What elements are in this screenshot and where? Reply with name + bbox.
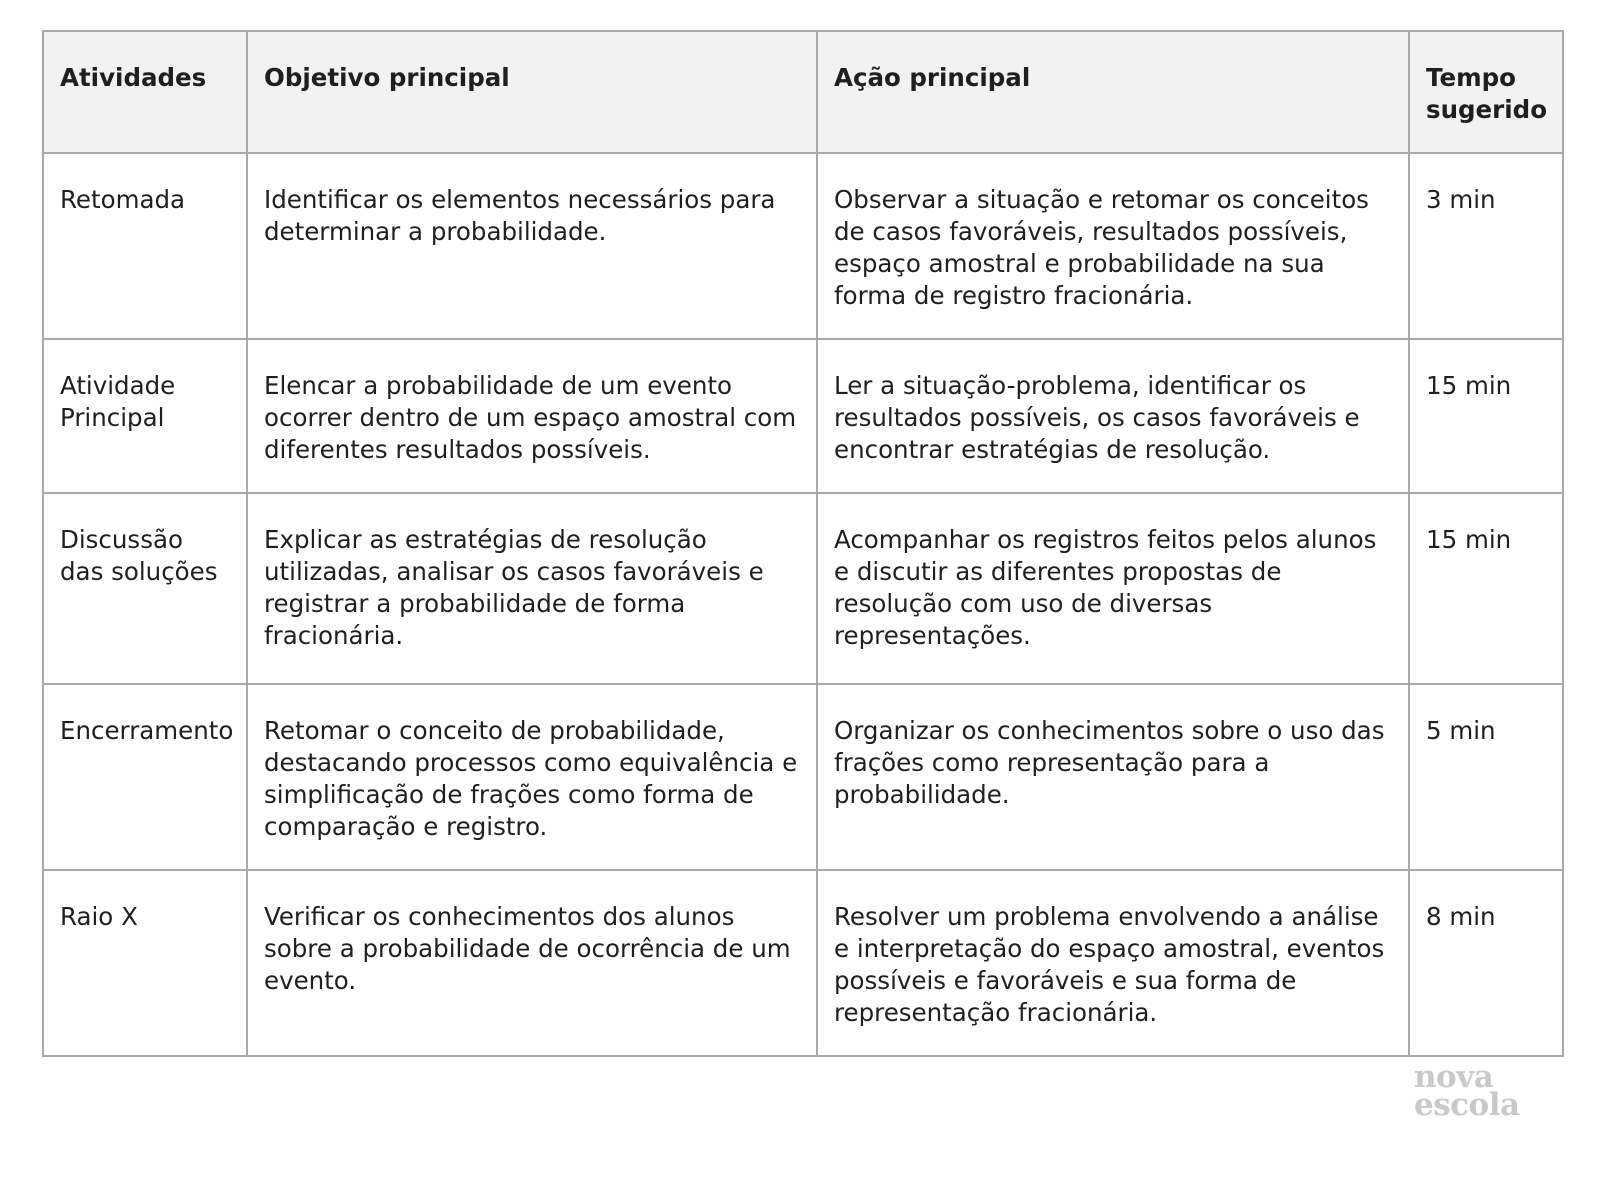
cell-tempo: 8 min bbox=[1409, 870, 1563, 1056]
cell-atividade: Encerramento bbox=[43, 684, 247, 870]
cell-acao: Observar a situação e retomar os conceitos de casos favoráveis, resultados possíveis, espaço amostral e probabilidade na sua forma de registro fracionária. bbox=[817, 153, 1409, 339]
table-body bbox=[43, 153, 1563, 1056]
cell-tempo: 15 min bbox=[1409, 493, 1563, 684]
header-row bbox=[43, 31, 1563, 153]
cell-tempo: 3 min bbox=[1409, 153, 1563, 339]
cell-tempo: 5 min bbox=[1409, 684, 1563, 870]
nova-escola-logo bbox=[1414, 1059, 1544, 1123]
table-row bbox=[43, 153, 1563, 339]
table-header bbox=[43, 31, 1563, 153]
cell-objetivo: Verificar os conhecimentos dos alunos sobre a probabilidade de ocorrência de um evento. bbox=[247, 870, 817, 1056]
cell-objetivo: Identificar os elementos necessários para determinar a probabilidade. bbox=[247, 153, 817, 339]
cell-acao: Resolver um problema envolvendo a análise e interpretação do espaço amostral, eventos possíveis e favoráveis e sua forma de representação fracionária. bbox=[817, 870, 1409, 1056]
logo-line-1: nova bbox=[1414, 1059, 1494, 1095]
table-row bbox=[43, 684, 1563, 870]
logo-line-2: escola bbox=[1414, 1087, 1520, 1123]
table-row bbox=[43, 870, 1563, 1056]
table-row bbox=[43, 339, 1563, 493]
table-row bbox=[43, 493, 1563, 684]
cell-acao: Ler a situação-problema, identificar os resultados possíveis, os casos favoráveis e encontrar estratégias de resolução. bbox=[817, 339, 1409, 493]
header-objetivo-principal: Objetivo principal bbox=[247, 31, 817, 153]
cell-objetivo: Retomar o conceito de probabilidade, destacando processos como equivalência e simplificação de frações como forma de comparação e registro. bbox=[247, 684, 817, 870]
lesson-plan-table bbox=[42, 30, 1564, 1057]
cell-acao: Organizar os conhecimentos sobre o uso das frações como representação para a probabilidade. bbox=[817, 684, 1409, 870]
header-acao-principal: Ação principal bbox=[817, 31, 1409, 153]
cell-objetivo: Explicar as estratégias de resolução utilizadas, analisar os casos favoráveis e registrar a probabilidade de forma fracionária. bbox=[247, 493, 817, 684]
cell-atividade: Discussão das soluções bbox=[43, 493, 247, 684]
cell-atividade: Raio X bbox=[43, 870, 247, 1056]
cell-objetivo: Elencar a probabilidade de um evento ocorrer dentro de um espaço amostral com diferentes resultados possíveis. bbox=[247, 339, 817, 493]
cell-acao: Acompanhar os registros feitos pelos alunos e discutir as diferentes propostas de resolução com uso de diversas representações. bbox=[817, 493, 1409, 684]
lesson-plan-table-container bbox=[42, 30, 1562, 1057]
cell-atividade: Atividade Principal bbox=[43, 339, 247, 493]
cell-atividade: Retomada bbox=[43, 153, 247, 339]
cell-tempo: 15 min bbox=[1409, 339, 1563, 493]
header-tempo-sugerido: Tempo sugerido bbox=[1409, 31, 1563, 153]
header-atividades: Atividades bbox=[43, 31, 247, 153]
